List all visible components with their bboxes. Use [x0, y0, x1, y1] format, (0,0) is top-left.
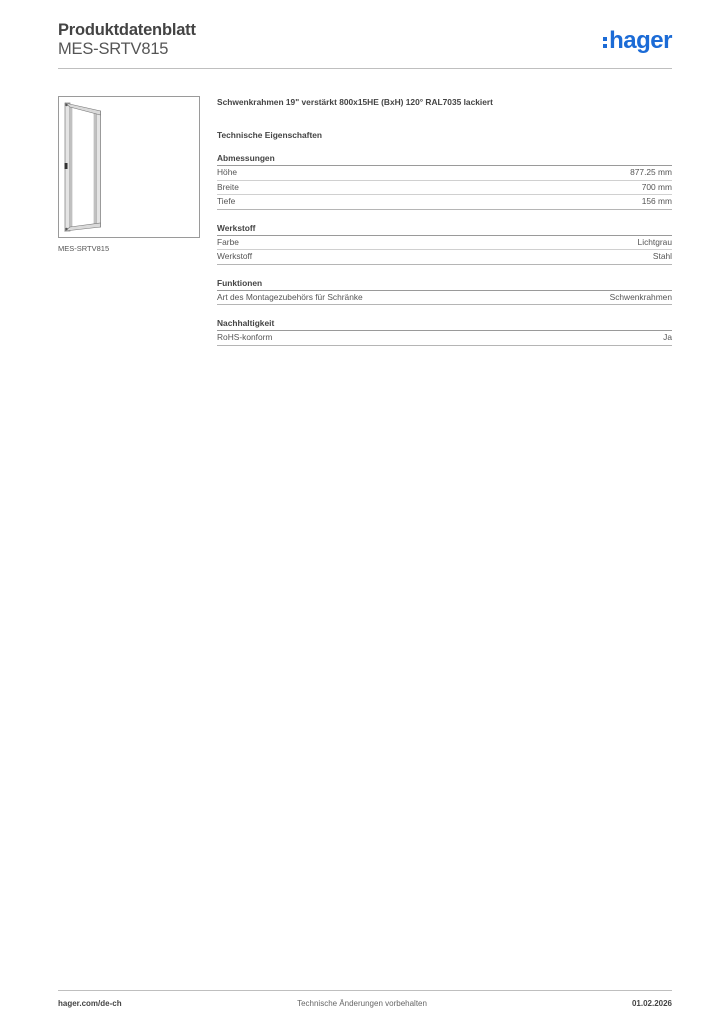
section-abmessungen	[217, 152, 672, 210]
property-label: Werkstoff	[217, 251, 253, 261]
document-subtitle: MES-SRTV815	[58, 40, 169, 58]
product-title: Schwenkrahmen 19" verstärkt 800x15HE (BxH) 120° RAL7035 lackiert	[217, 97, 493, 107]
properties-sections	[217, 152, 672, 346]
property-value: 700 mm	[641, 181, 672, 192]
hager-logo	[603, 29, 672, 53]
property-row	[217, 195, 672, 210]
header-divider	[58, 68, 672, 69]
property-label: Farbe	[217, 236, 239, 247]
property-value: Lichtgrau	[637, 236, 672, 247]
section-nachhaltigkeit	[217, 317, 672, 346]
logo-dots-icon	[603, 37, 607, 48]
property-row	[217, 236, 672, 251]
property-row	[217, 291, 672, 306]
property-row	[217, 181, 672, 196]
property-row	[217, 166, 672, 181]
tech-properties-heading: Technische Eigenschaften	[217, 130, 323, 140]
property-label: RoHS-konform	[217, 332, 273, 342]
property-value: Ja	[663, 332, 672, 342]
property-value: 877.25 mm	[630, 167, 672, 177]
property-value: Schwenkrahmen	[609, 291, 672, 302]
footer-divider	[58, 990, 672, 991]
property-label: Tiefe	[217, 196, 236, 206]
product-image	[58, 96, 200, 238]
footer-disclaimer: Technische Änderungen vorbehalten	[297, 999, 427, 1008]
document-title: Produktdatenblatt	[58, 21, 196, 39]
property-row	[217, 331, 672, 346]
property-label: Art des Montagezubehörs für Schränke	[217, 291, 363, 302]
property-value: Stahl	[652, 251, 672, 261]
swing-frame-illustration	[59, 97, 199, 237]
section-werkstoff	[217, 222, 672, 265]
property-label: Höhe	[217, 167, 238, 177]
section-funktionen	[217, 277, 672, 306]
property-value: 156 mm	[641, 196, 672, 206]
page-header	[58, 21, 672, 69]
property-row	[217, 250, 672, 265]
footer-date: 01.02.2026	[631, 999, 672, 1008]
section-title: Werkstoff	[217, 222, 672, 236]
logo-text: hager	[609, 27, 672, 54]
product-details	[217, 96, 672, 346]
image-caption: MES-SRTV815	[58, 244, 110, 253]
section-title: Abmessungen	[217, 152, 672, 166]
section-title: Funktionen	[217, 277, 672, 291]
footer-website: hager.com/de-ch	[58, 999, 122, 1008]
property-label: Breite	[217, 181, 239, 192]
section-title: Nachhaltigkeit	[217, 317, 672, 331]
